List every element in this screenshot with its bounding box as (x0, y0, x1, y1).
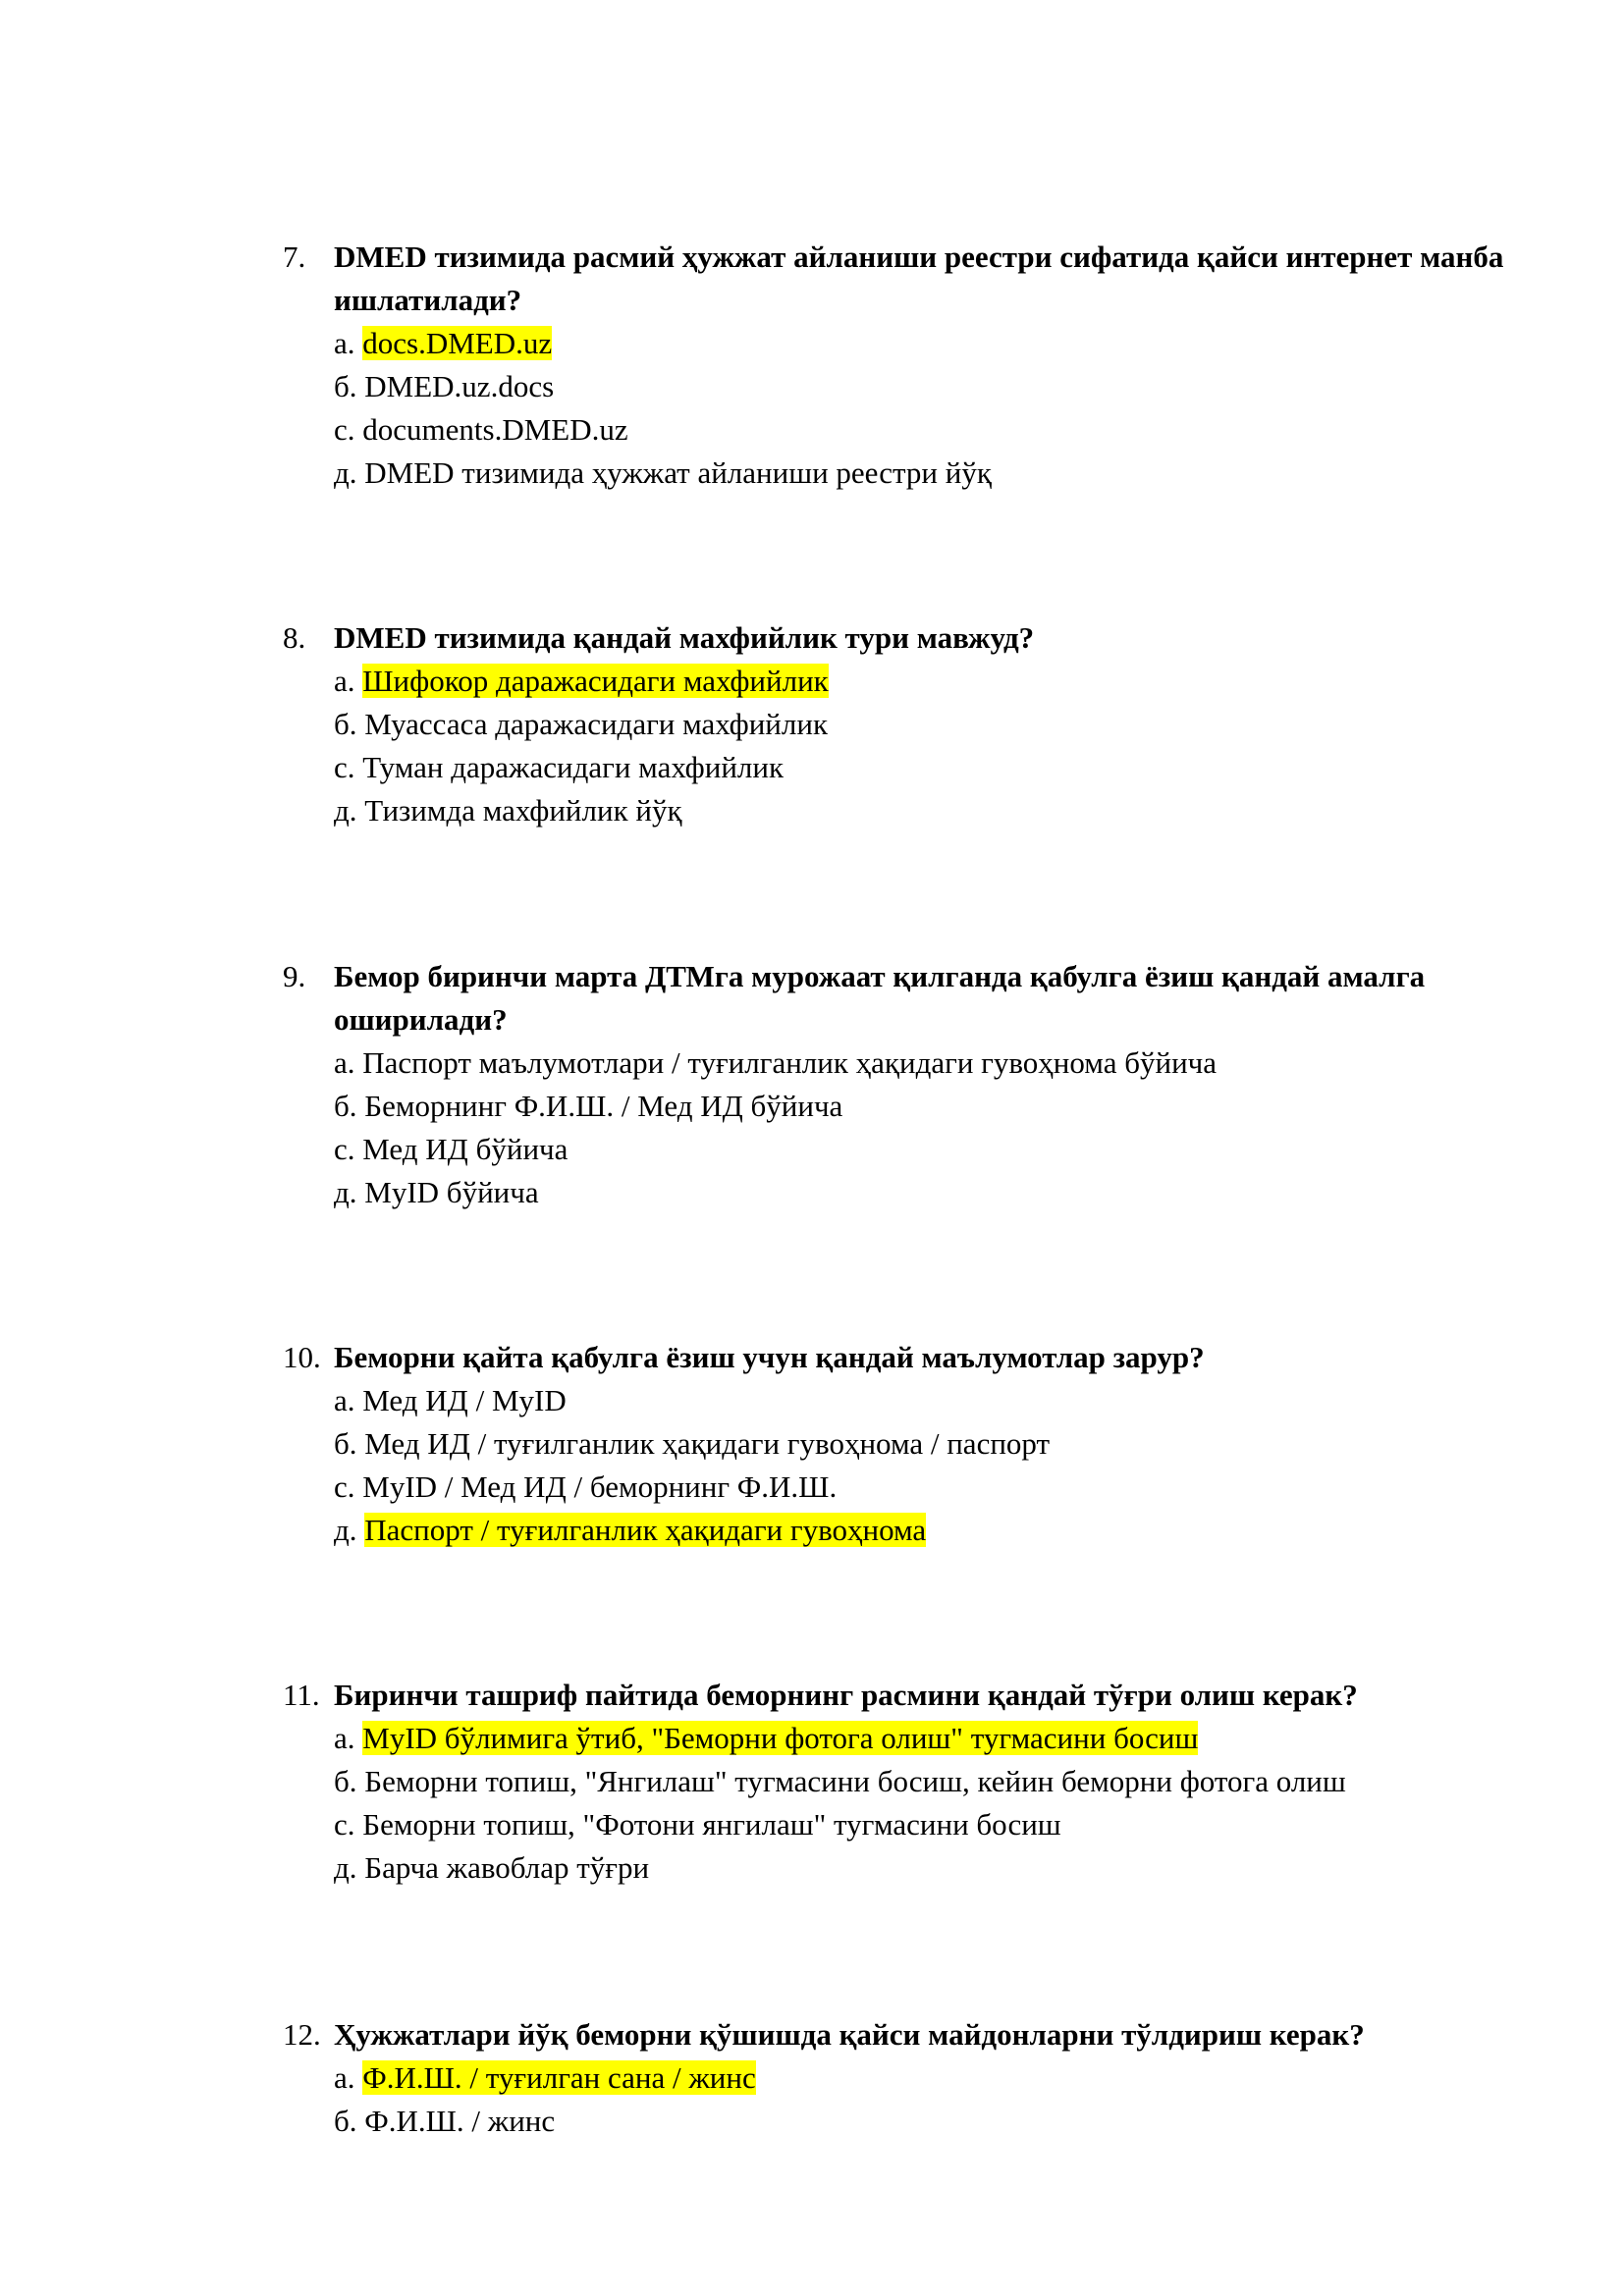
answer-list (334, 660, 1520, 832)
question-8 (283, 616, 1520, 832)
answer-letter: с. (334, 750, 355, 784)
answer-text-correct: Паспорт / туғилганлик ҳақидаги гувоҳнома (364, 1513, 927, 1547)
answer-letter: д. (334, 793, 357, 828)
answer-letter: д. (334, 1513, 357, 1547)
answer-letter: б. (334, 1089, 357, 1123)
answer-a (334, 1041, 1520, 1085)
question-heading (283, 616, 1520, 660)
answer-letter: д. (334, 455, 357, 490)
answer-d (334, 1171, 1520, 1214)
answer-a (334, 1717, 1520, 1760)
question-heading (283, 1336, 1520, 1379)
question-text: Биринчи ташриф пайтида беморнинг расмини қандай тўғри олиш керак? (334, 1678, 1358, 1712)
answer-text: Муассаса даражасидаги махфийлик (364, 707, 829, 741)
answer-b (334, 703, 1520, 746)
answer-d (334, 789, 1520, 832)
question-7 (283, 236, 1520, 495)
answer-letter: б. (334, 1426, 357, 1461)
answer-text: Беморнинг Ф.И.Ш. / Мед ИД бўйича (364, 1089, 843, 1123)
question-number: 12. (283, 2017, 321, 2052)
answer-list (334, 1041, 1520, 1214)
answer-a (334, 660, 1520, 703)
answer-text-correct: docs.DMED.uz (362, 326, 553, 360)
answer-letter: б. (334, 707, 357, 741)
answer-letter: а. (334, 1383, 355, 1417)
answer-text: DMED.uz.docs (364, 369, 555, 403)
question-text: Бемор биринчи марта ДТМга мурожаат қилганда қабулга ёзиш қандай амалга оширилади? (334, 959, 1426, 1037)
question-number: 9. (283, 959, 306, 993)
answer-letter: а. (334, 326, 355, 360)
question-number: 10. (283, 1340, 321, 1374)
answer-b (334, 2100, 1520, 2143)
answer-letter: б. (334, 2104, 357, 2138)
answer-d (334, 1509, 1520, 1552)
answer-text: documents.DMED.uz (362, 412, 628, 447)
answer-c (334, 1803, 1520, 1846)
answer-text: Мед ИД бўйича (362, 1132, 568, 1166)
answer-b (334, 365, 1520, 408)
question-number: 11. (283, 1678, 320, 1712)
answer-text-correct: Ф.И.Ш. / туғилган сана / жинс (362, 2060, 756, 2095)
answer-list (334, 322, 1520, 495)
answer-c (334, 1466, 1520, 1509)
answer-text: Беморни топиш, "Янгилаш" тугмасини босиш, кейин беморни фотога олиш (364, 1764, 1346, 1798)
answer-letter: а. (334, 664, 355, 698)
answer-a (334, 1379, 1520, 1422)
answer-text: MyID бўйича (364, 1175, 539, 1209)
question-heading (283, 236, 1520, 322)
answer-c (334, 746, 1520, 789)
question-text: DMED тизимида расмий ҳужжат айланиши реестри сифатида қайси интернет манба ишлатилади? (334, 240, 1504, 317)
answer-a (334, 2056, 1520, 2100)
question-heading (283, 1674, 1520, 1717)
answer-text: MyID / Мед ИД / беморнинг Ф.И.Ш. (362, 1469, 838, 1504)
answer-letter: б. (334, 369, 357, 403)
answer-letter: а. (334, 1045, 355, 1080)
answer-letter: с. (334, 1132, 355, 1166)
answer-letter: а. (334, 1721, 355, 1755)
answer-text: Барча жавоблар тўғри (364, 1850, 650, 1885)
answer-text: Ф.И.Ш. / жинс (364, 2104, 556, 2138)
question-heading (283, 955, 1520, 1041)
answer-list (334, 2056, 1520, 2143)
answer-letter: д. (334, 1175, 357, 1209)
answer-list (334, 1717, 1520, 1890)
answer-letter: б. (334, 1764, 357, 1798)
answer-text: Мед ИД / MyID (362, 1383, 567, 1417)
answer-list (334, 1379, 1520, 1552)
question-10 (283, 1336, 1520, 1552)
answer-text-correct: MyID бўлимига ўтиб, "Беморни фотога олиш" тугмасини босиш (362, 1721, 1199, 1755)
answer-b (334, 1085, 1520, 1128)
question-text: Беморни қайта қабулга ёзиш учун қандай маълумотлар зарур? (334, 1340, 1205, 1374)
answer-text-correct: Шифокор даражасидаги махфийлик (362, 664, 829, 698)
answer-letter: а. (334, 2060, 355, 2095)
answer-d (334, 1846, 1520, 1890)
answer-text: Паспорт маълумотлари / туғилганлик ҳақидаги гувоҳнома бўйича (362, 1045, 1218, 1080)
answer-b (334, 1760, 1520, 1803)
answer-text: Беморни топиш, "Фотони янгилаш" тугмасини босиш (362, 1807, 1061, 1842)
answer-text: DMED тизимида ҳужжат айланиши реестри йўқ (364, 455, 992, 490)
question-text: Ҳужжатлари йўқ беморни қўшишда қайси майдонларни тўлдириш керак? (334, 2017, 1365, 2052)
answer-d (334, 452, 1520, 495)
answer-letter: с. (334, 1469, 355, 1504)
answer-text: Туман даражасидаги махфийлик (362, 750, 785, 784)
answer-letter: д. (334, 1850, 357, 1885)
question-11 (283, 1674, 1520, 1890)
answer-a (334, 322, 1520, 365)
question-text: DMED тизимида қандай махфийлик тури мавжуд? (334, 620, 1035, 655)
question-9 (283, 955, 1520, 1214)
answer-text: Тизимда махфийлик йўқ (364, 793, 682, 828)
answer-c (334, 1128, 1520, 1171)
answer-b (334, 1422, 1520, 1466)
answer-letter: с. (334, 1807, 355, 1842)
answer-text: Мед ИД / туғилганлик ҳақидаги гувоҳнома / паспорт (364, 1426, 1051, 1461)
question-12 (283, 2013, 1520, 2143)
answer-c (334, 408, 1520, 452)
answer-letter: с. (334, 412, 355, 447)
question-number: 8. (283, 620, 306, 655)
question-number: 7. (283, 240, 306, 274)
question-heading (283, 2013, 1520, 2056)
